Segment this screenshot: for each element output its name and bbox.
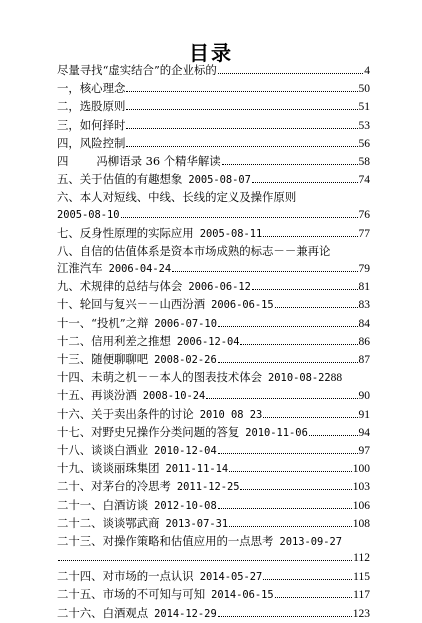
- entry-title-continued: 江淮汽车: [57, 261, 103, 276]
- dot-leader: [218, 616, 352, 617]
- toc-entry[interactable]: [57, 62, 370, 80]
- toc-entry[interactable]: [57, 296, 370, 314]
- toc-entry[interactable]: [57, 568, 370, 586]
- dot-leader: [275, 597, 353, 598]
- entry-title: 三，如何择时: [57, 117, 126, 132]
- entry-title: 十、轮回与复兴－－山西汾酒: [57, 297, 206, 312]
- entry-page: 50: [358, 83, 370, 96]
- entry-date: 2011-11-14: [165, 463, 229, 476]
- entry-title: 二十一、白酒访谈: [57, 497, 149, 512]
- entry-page: 79: [358, 263, 370, 276]
- entry-title: 十六、关于卖出条件的讨论: [57, 406, 194, 421]
- dot-leader: [218, 326, 358, 327]
- dot-leader: [172, 271, 357, 272]
- entry-title: 二十、对茅台的冷思考: [57, 479, 171, 494]
- entry-title: 十五、再谈汾酒: [57, 388, 137, 403]
- entry-title: 尽量寻找“虚实结合”的企业标的: [57, 63, 217, 77]
- dot-leader: [218, 453, 358, 454]
- toc-entry[interactable]: [57, 80, 370, 98]
- entry-title: 十七、对野史兄操作分类问题的答复: [57, 424, 240, 439]
- entry-page: 4: [364, 65, 370, 77]
- entry-date: 2006-06-15: [211, 299, 274, 312]
- entry-date: 2014-05-27: [199, 571, 263, 584]
- entry-title: 十二、信用利差之推想: [57, 333, 171, 348]
- toc-entry[interactable]: [57, 117, 370, 135]
- toc-entry[interactable]: [57, 98, 370, 116]
- dot-leader: [275, 307, 358, 308]
- dot-leader: [126, 128, 357, 129]
- entry-title: 七、反身性原理的实际应用: [57, 225, 194, 240]
- entry-page: 112: [353, 552, 370, 565]
- entry-page: 117: [353, 589, 370, 602]
- entry-page: 81: [358, 281, 370, 294]
- entry-date: 2006-07-10: [154, 317, 217, 330]
- toc-entry[interactable]: [57, 333, 370, 351]
- entry-date: 2006-06-12: [188, 281, 251, 294]
- entry-date: 2012-10-08: [154, 499, 217, 512]
- entry-date: 2010-12-04: [154, 444, 217, 457]
- dot-leader: [263, 236, 357, 237]
- entry-page: 94: [358, 426, 370, 439]
- entry-title: 十三、随便聊聊吧: [57, 352, 149, 367]
- dot-leader: [240, 489, 351, 490]
- toc-entry[interactable]: [57, 605, 370, 623]
- entry-title: 五、关于估值的有趣想象: [57, 172, 183, 187]
- dot-leader: [218, 362, 358, 363]
- dot-leader: [252, 289, 358, 290]
- entry-date: 2005-08-10: [57, 208, 120, 221]
- entry-page: 103: [352, 481, 370, 494]
- entry-date: 2014-12-29: [154, 607, 217, 620]
- dot-leader: [218, 508, 352, 509]
- dot-leader: [126, 91, 357, 92]
- toc-entry[interactable]: [57, 406, 370, 424]
- entry-title: 二十二、谈谈鄂武商: [57, 515, 160, 530]
- entry-title: 二十三、对操作策略和估值应用的一点思考: [57, 533, 274, 548]
- toc-entry[interactable]: [57, 315, 370, 333]
- entry-page: 83: [358, 299, 370, 312]
- entry-date: 2006-04-24: [108, 263, 172, 276]
- entry-title: 九、术规律的总结与体会: [57, 279, 183, 294]
- entry-title: 二十六、白酒观点: [57, 605, 149, 620]
- entry-page: 108: [352, 517, 370, 530]
- toc-entry[interactable]: [57, 497, 370, 515]
- entry-date: 2013-07-31: [165, 517, 229, 530]
- toc-entry[interactable]: [57, 478, 370, 496]
- toc-entry[interactable]: [57, 515, 370, 533]
- entry-title: 十四、未萌之机－－本人的图表技术体会: [57, 370, 263, 385]
- entry-title: 一，核心理念: [57, 81, 126, 96]
- toc-entry[interactable]: [57, 153, 370, 171]
- dot-leader: [252, 182, 358, 183]
- entry-date: 2006-12-04: [176, 335, 240, 348]
- entry-date: 2010 08 23: [199, 408, 263, 421]
- entry-page: 97: [358, 444, 370, 457]
- toc-entry[interactable]: [57, 533, 370, 568]
- entry-date: 2008-02-26: [154, 354, 217, 367]
- toc-entry[interactable]: [57, 243, 370, 278]
- toc-entry[interactable]: [57, 135, 370, 153]
- entry-date: 2005-08-07: [188, 174, 251, 187]
- entry-title: 二，选股原则: [57, 99, 126, 114]
- entry-date: 2013-09-27: [279, 535, 342, 548]
- entry-page: 58: [358, 155, 370, 168]
- entry-title: 冯柳语录 36 个精华解读: [96, 153, 221, 168]
- entry-title: 六、本人对短线、中线、长线的定义及操作原则: [57, 190, 297, 205]
- entry-date: 2011-12-25: [176, 481, 240, 494]
- toc-entry[interactable]: [57, 171, 370, 189]
- entry-page: 84: [358, 317, 370, 330]
- entry-title: 十八、谈谈白酒业: [57, 442, 149, 457]
- entry-number: 四: [57, 153, 69, 168]
- dot-leader: [218, 73, 364, 74]
- entry-page: 100: [352, 463, 370, 476]
- entry-page: 106: [352, 499, 370, 512]
- entry-page: 91: [358, 408, 370, 421]
- entry-page: 115: [353, 571, 370, 584]
- dot-leader: [126, 109, 357, 110]
- dot-leader: [263, 417, 357, 418]
- page-title: 目录: [189, 41, 233, 65]
- dot-leader: [58, 560, 352, 561]
- entry-page: 76: [358, 208, 370, 221]
- entry-title: 八、自信的估值体系是资本市场成熟的标志－－兼再论: [57, 243, 331, 258]
- toc-entry[interactable]: [57, 351, 370, 369]
- toc-entry[interactable]: [57, 424, 370, 442]
- toc-entry[interactable]: [57, 225, 370, 243]
- toc-entry[interactable]: [57, 387, 370, 405]
- entry-page: 77: [358, 227, 370, 240]
- entry-page: 51: [358, 101, 370, 114]
- table-of-contents: [57, 62, 370, 623]
- dot-leader: [121, 217, 358, 218]
- entry-title: 十一、“投机”之辩: [57, 315, 149, 330]
- entry-date: 2010-08-22: [268, 372, 331, 385]
- dot-leader: [222, 164, 358, 165]
- entry-title: 二十四、对市场的一点认识: [57, 569, 194, 584]
- entry-title: 四，风险控制: [57, 135, 126, 150]
- entry-page: 123: [352, 607, 370, 620]
- dot-leader: [229, 471, 352, 472]
- dot-leader: [263, 579, 352, 580]
- toc-entry[interactable]: [57, 442, 370, 460]
- entry-page: 87: [358, 354, 370, 367]
- toc-entry[interactable]: [57, 189, 370, 224]
- entry-page: 56: [358, 137, 370, 150]
- dot-leader: [206, 398, 357, 399]
- toc-entry[interactable]: [57, 460, 370, 478]
- entry-date: 2014-06-15: [211, 589, 274, 602]
- dot-leader: [240, 344, 357, 345]
- entry-page: 86: [358, 335, 370, 348]
- entry-page: 53: [358, 119, 370, 132]
- dot-leader: [229, 526, 352, 527]
- entry-date: 2008-10-24: [142, 390, 206, 403]
- toc-entry[interactable]: [57, 278, 370, 296]
- entry-title: 二十五、市场的不可知与可知: [57, 587, 206, 602]
- entry-date: 2005-08-11: [199, 227, 263, 240]
- dot-leader: [309, 435, 358, 436]
- toc-entry[interactable]: [57, 369, 370, 387]
- entry-date: 2010-11-06: [245, 426, 308, 439]
- dot-leader: [126, 146, 357, 147]
- entry-title: 十九、谈谈丽珠集团: [57, 461, 160, 476]
- entry-page: 74: [358, 174, 370, 187]
- entry-page: 88: [330, 372, 343, 385]
- entry-page: 90: [358, 390, 370, 403]
